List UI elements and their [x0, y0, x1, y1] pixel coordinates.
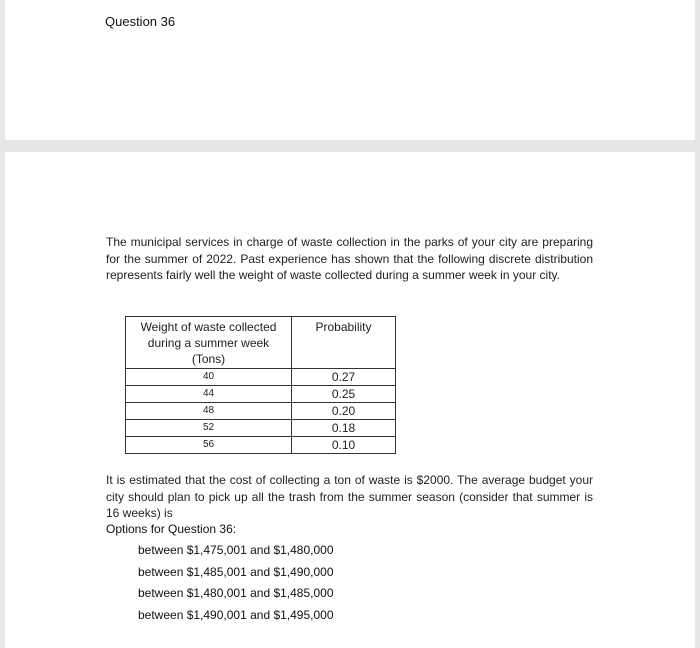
probability-cell: 0.25 — [292, 386, 396, 403]
table-row — [126, 386, 396, 403]
weight-cell: 44 — [126, 386, 292, 403]
table-row — [126, 437, 396, 454]
question-title: Question 36 — [105, 14, 176, 29]
probability-cell: 0.10 — [292, 437, 396, 454]
probability-cell: 0.18 — [292, 420, 396, 437]
weight-cell: 52 — [126, 420, 292, 437]
weight-cell: 48 — [126, 403, 292, 420]
option-2[interactable]: between $1,485,001 and $1,490,000 — [138, 564, 334, 579]
table-row — [126, 420, 396, 437]
question-body-card — [5, 152, 695, 648]
probability-cell: 0.20 — [292, 403, 396, 420]
weight-column-header: Weight of waste collected during a summer week (Tons) — [126, 317, 292, 369]
option-3[interactable]: between $1,480,001 and $1,485,000 — [138, 586, 334, 600]
table-row — [126, 403, 396, 420]
problem-estimate: It is estimated that the cost of collecting a ton of waste is $2000. The average budget your city should plan to pick up all the trash from the summer season (consider that summer is 16 weeks) is — [106, 473, 593, 520]
question-header-card — [5, 0, 695, 140]
table-row — [126, 369, 396, 386]
weight-cell: 40 — [126, 369, 292, 386]
option-1[interactable]: between $1,475,001 and $1,480,000 — [138, 543, 334, 557]
options-label: Options for Question 36: — [106, 522, 237, 536]
distribution-table — [125, 316, 396, 454]
probability-column-header: Probability — [292, 317, 396, 369]
options-list — [138, 540, 334, 626]
option-4[interactable]: between $1,490,001 and $1,495,000 — [138, 607, 334, 622]
probability-cell: 0.27 — [292, 369, 396, 386]
table-header-row — [126, 317, 396, 369]
problem-intro: The municipal services in charge of waste collection in the parks of your city are preparing for the summer of 2022. Past experience has shown that the following discrete distribution represents fairly well the weight of waste collected during a summer week in your city. — [106, 235, 593, 282]
weight-cell: 56 — [126, 437, 292, 454]
